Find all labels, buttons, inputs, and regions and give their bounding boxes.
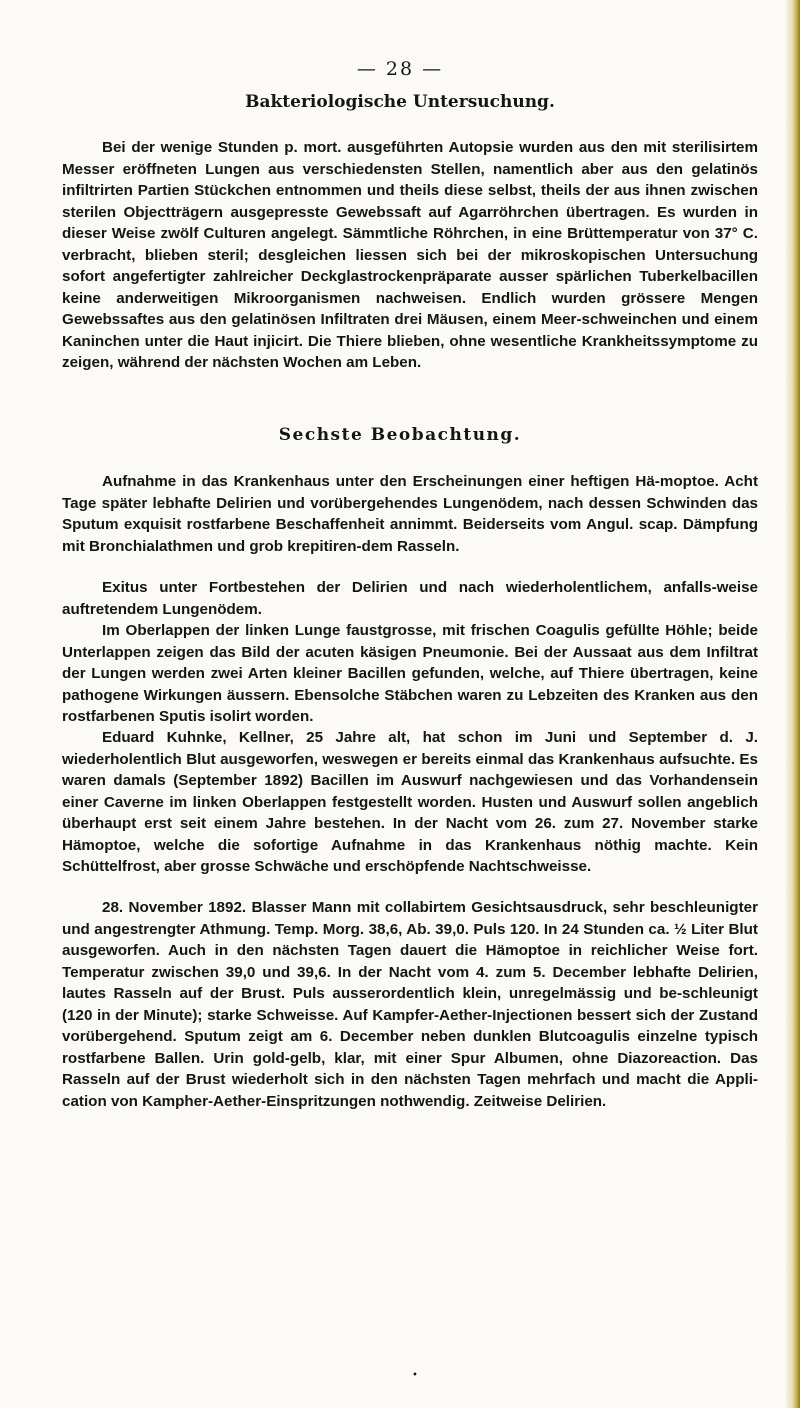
page-number: — 28 — [356,58,444,80]
paragraph-exitus: Exitus unter Fortbestehen der Delirien und nach wiederholentlichem, anfalls-weise auftretendem Lungenödem. [62,579,758,618]
paragraph-admission: Aufnahme in das Krankenhaus unter den Erscheinungen einer heftigen Hä-moptoe. Acht Tage später lebhafte Delirien und vorübergehendes Lungenödem, nach dessen Schwinden das Sputum exquisit rostfarbene Beschaffenheit annimmt. Beiderseits vom Angul. scap. Dämpfung mit Bronchialathmen und grob krepitiren-dem Rasseln. [62,473,758,555]
section-heading-sixth-observation: Sechste Beobachtung. [278,425,522,445]
page-edge [786,0,800,1408]
paragraph-autopsy: Bei der wenige Stunden p. mort. ausgeführten Autopsie wurden aus den mit sterilisirtem Messer eröffneten Lungen aus verschiedensten Stellen, namentlich aber aus den gelatinös infiltrirten Partien Stückchen entnommen und theils diese selbst, theils der aus ihnen zwischen sterilen Objectträgern ausgepresste Gewebssaft auf Agarröhrchen übertragen. Es wurden in dieser Weise zwölf Culturen angelegt. Sämmtliche Röhrchen, in eine Brüttemperatur von 37° C. verbracht, blieben steril; desgleichen liessen sich bei der mikroskopischen Untersuchung sofort angefertigter zahlreicher Deckglastrockenpräparate ausser spärlichen Tuberkelbacillen keine anderweitigen Mikroorganismen nachweisen. Endlich wurden grössere Mengen Gewebssaftes aus den gelatinösen Infiltraten drei Mäusen, einem Meer-schweinchen und einem Kaninchen unter die Haut injicirt. Die Thiere blieben, ohne wesentliche Krankheitssymptome zu zeigen, während der nächsten Wochen am Leben. [62,139,758,372]
footer-mark: • [412,1370,418,1381]
paragraph-upper-lobe: Im Oberlappen der linken Lunge faustgrosse, mit frischen Coagulis gefüllte Höhle; beide Unterlappen zeigen das Bild der acuten käsigen Pneumonie. Bei der Aussaat aus dem Infiltrat der Lungen werden zwei Arten kleiner Bacillen gefunden, welche, auf Thiere übertragen, keine pathogene Wirkungen äussern. Ebensolche Stäbchen waren zu Lebzeiten des Kranken aus den rostfarbenen Sputis isolirt worden. [62,622,758,726]
paragraph-november-28: 28. November 1892. Blasser Mann mit collabirtem Gesichtsausdruck, sehr beschleunigter und angestrengter Athmung. Temp. Morg. 38,6, Ab. 39,0. Puls 120. In 24 Stunden ca. ½ Liter Blut ausgeworfen. Auch in den nächsten Tagen dauert die Hämoptoe in reichlicher Weise fort. Temperatur zwischen 39,0 und 39,6. In der Nacht vom 4. zum 5. December lebhafte Delirien, lautes Rasseln auf der Brust. Puls ausserordentlich klein, unregelmässig und be-schleunigt (120 in der Minute); starke Schweisse. Auf Kampfer-Aether-Injectionen bessert sich der Zustand vorübergehend. Sputum zeigt am 6. December neben dunklen Blutcoagulis einzelne typisch rostfarbene Ballen. Urin gold-gelb, klar, mit einer Spur Albumen, ohne Diazoreaction. Das Rasseln auf der Brust wiederholt sich in den nächsten Tagen mehrfach und macht die Appli-cation von Kampher-Aether-Einspritzungen nothwendig. Zeitweise Delirien. [62,899,758,1110]
paragraph-kuhnke: Eduard Kuhnke, Kellner, 25 Jahre alt, hat schon im Juni und September d. J. wiederholentlich Blut ausgeworfen, weswegen er bereits einmal das Krankenhaus aufsuchte. Es waren damals (September 1892) Bacillen im Auswurf nachgewiesen und das Vorhandensein einer Caverne im linken Oberlappen festgestellt worden. Husten und Auswurf sollen angeblich überhaupt erst seit einem Jahre bestehen. In der Nacht vom 26. zum 27. November starke Hämoptoe, welche die sofortige Aufnahme in das Krankenhaus nöthig machte. Kein Schüttelfrost, aber grosse Schwäche und erschöpfende Nachtschweisse. [62,729,758,876]
section-heading-bacteriology: Bakteriologische Untersuchung. [245,92,555,112]
